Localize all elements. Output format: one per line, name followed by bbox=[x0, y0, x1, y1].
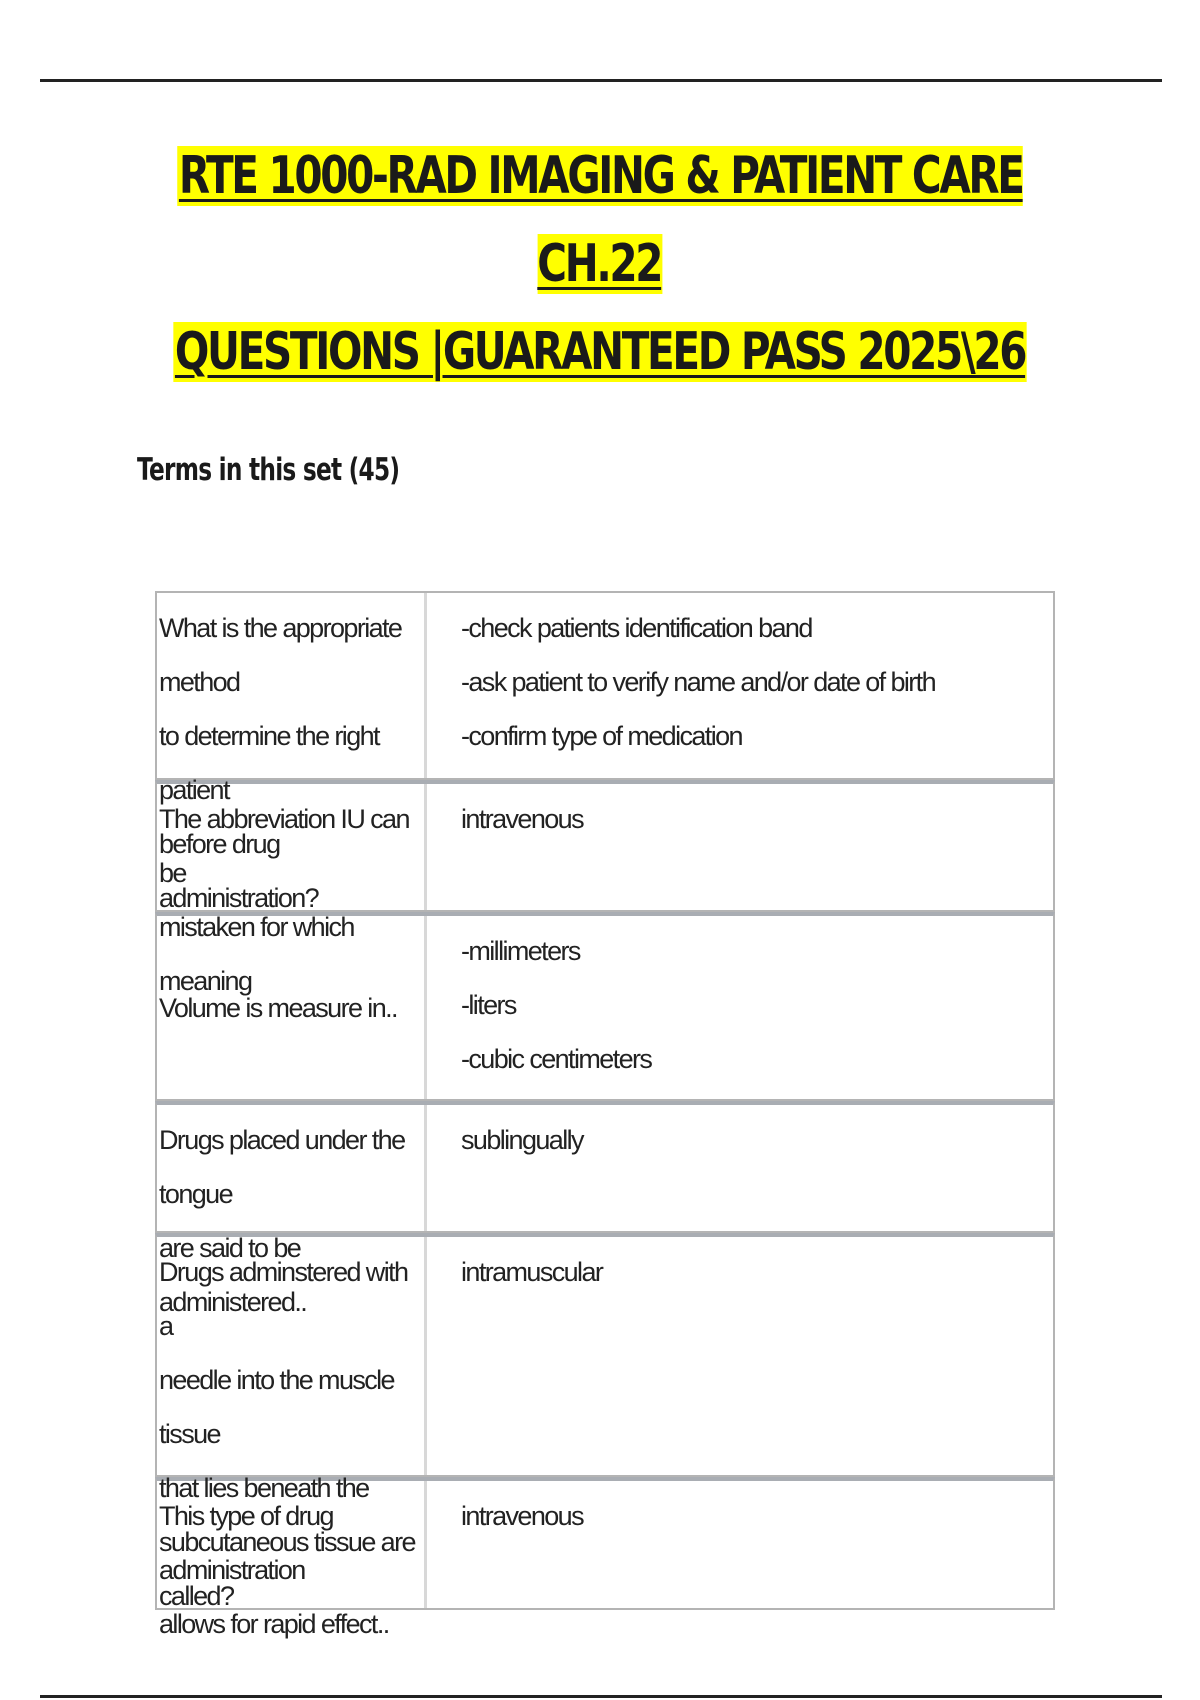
top-divider bbox=[40, 79, 1162, 82]
term-answer: -millimeters -liters -cubic centimeters bbox=[461, 936, 652, 1074]
term-question: This type of drug administration allows for rapid effect.. bbox=[157, 1481, 427, 1608]
term-answer: sublingually bbox=[461, 1125, 583, 1155]
term-question: What is the appropriate method to determine the right patient before drug administration? bbox=[157, 593, 427, 778]
term-row bbox=[155, 912, 1055, 1101]
term-row bbox=[155, 780, 1055, 996]
term-question: The abbreviation IU can be mistaken for which meaning bbox=[157, 784, 427, 910]
terms-count-heading: Terms in this set (45) bbox=[137, 452, 400, 488]
title-line-2: QUESTIONS |GUARANTEED PASS 2025\26 bbox=[174, 322, 1026, 382]
term-question: Volume is measure in.. bbox=[157, 916, 427, 1099]
title-line-1: RTE 1000-RAD IMAGING & PATIENT CARE CH.22 bbox=[178, 146, 1023, 294]
term-answer: -check patients identification band -ask patient to verify name and/or date of birth -confirm type of medication bbox=[461, 613, 935, 751]
term-row bbox=[155, 1477, 1055, 1639]
term-question: Drugs adminstered with a needle into the muscle tissue that lies beneath the subcutaneous tissue are called? bbox=[157, 1237, 427, 1475]
bottom-divider bbox=[40, 1695, 1162, 1698]
term-answer: intravenous bbox=[461, 1501, 583, 1531]
term-question: Drugs placed under the tongue are said to be administered.. bbox=[157, 1105, 427, 1231]
term-answer: intravenous bbox=[461, 804, 583, 834]
terms-table bbox=[155, 591, 1055, 1639]
document-title bbox=[132, 132, 1068, 396]
term-answer: intramuscular bbox=[461, 1257, 603, 1287]
